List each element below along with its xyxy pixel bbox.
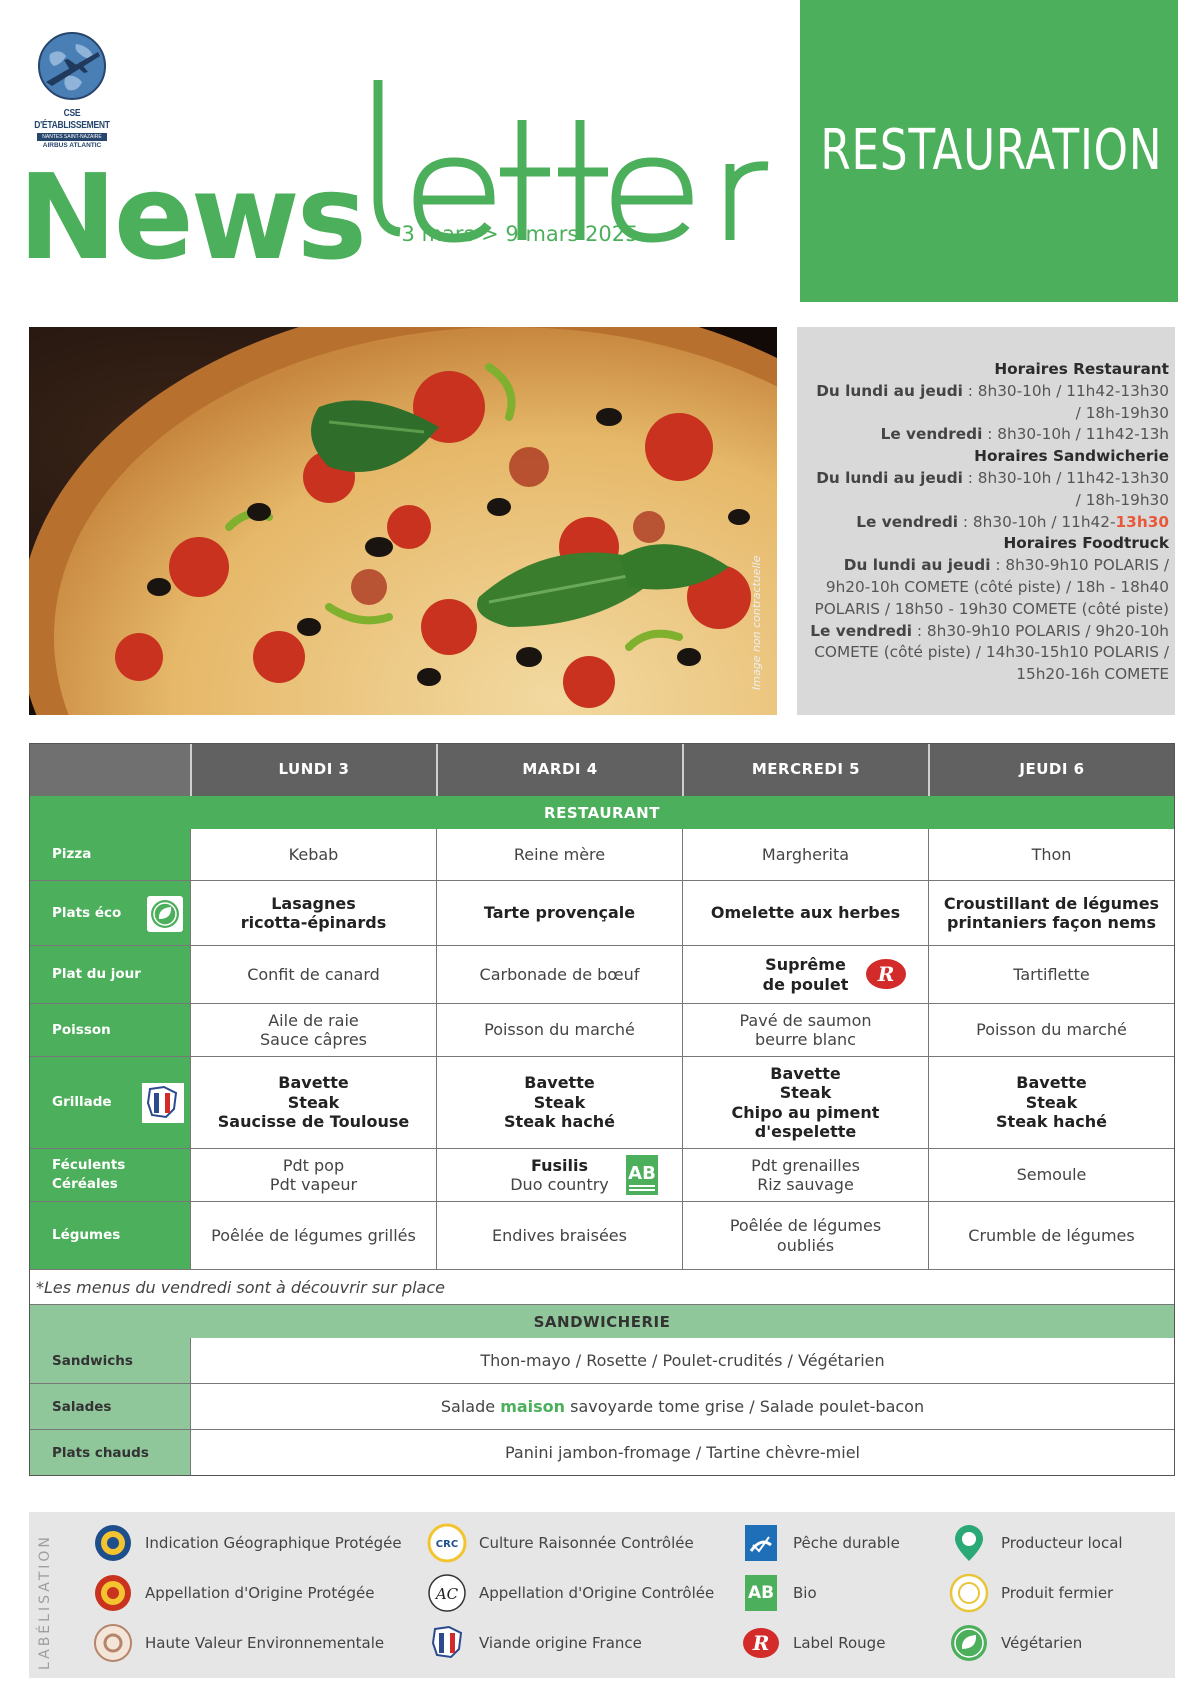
label-producteur-local: Producteur local (949, 1520, 1123, 1566)
producteur-local-icon (949, 1523, 989, 1563)
label-rouge-icon (741, 1623, 781, 1663)
svg-text:AC: AC (435, 1585, 459, 1603)
menu-cell: Tartiflette (928, 946, 1174, 1003)
menu-cell: Thon (928, 829, 1174, 880)
section-restaurant: RESTAURANT (30, 796, 1174, 829)
label-aoc: AC Appellation d'Origine Contrôlée (427, 1570, 714, 1616)
day-header-lundi: LUNDI 3 (190, 744, 436, 796)
menu-cell: Poêlée de légumes oubliés (682, 1202, 928, 1269)
menu-cell: Lasagnes ricotta-épinards (190, 881, 436, 945)
row-label: Poisson (30, 1004, 190, 1056)
day-header-mardi: MARDI 4 (436, 744, 682, 796)
viande-france-icon (427, 1623, 467, 1663)
sand-cell: Thon-mayo / Rosette / Poulet-crudités / Végétarien (190, 1338, 1174, 1383)
sand-row-plats-chauds (30, 1430, 1174, 1475)
menu-header-corner (30, 744, 190, 796)
menu-row-poisson (30, 1004, 1174, 1057)
igp-icon (93, 1523, 133, 1563)
newsletter-title-news: News (18, 148, 365, 286)
sand-row-salades (30, 1384, 1174, 1430)
globe-plane-icon (36, 30, 108, 102)
label-label-rouge: R Label Rouge (741, 1620, 885, 1666)
svg-text:AB: AB (747, 1583, 775, 1603)
msc-icon (741, 1523, 781, 1563)
label-viande-france: Viande origine France (427, 1620, 642, 1666)
row-label: Pizza (30, 829, 190, 880)
label-aop: Appellation d'Origine Protégée (93, 1570, 374, 1616)
row-label: Féculents Céréales (30, 1149, 190, 1201)
row-label: Salades (30, 1384, 190, 1429)
sand-row-sandwichs (30, 1338, 1174, 1384)
aoc-icon (427, 1573, 467, 1613)
friday-note: *Les menus du vendredi sont à découvrir sur place (30, 1270, 1174, 1305)
label-bio: AB Bio (741, 1570, 817, 1616)
row-label: Plats chauds (30, 1430, 190, 1475)
label-crc: CRC Culture Raisonnée Contrôlée (427, 1520, 694, 1566)
menu-cell: Kebab (190, 829, 436, 880)
hours-foodtruck-fri: Le vendredi : 8h30-9h10 POLARIS / 9h20-10h COMETE (côté piste) / 14h30-15h10 POLARIS / 15h20-16h COMETE (810, 621, 1169, 684)
svg-text:AB: AB (628, 1163, 656, 1184)
restauration-banner (800, 0, 1178, 302)
menu-row-pizza (30, 829, 1174, 881)
menu-cell: Bavette Steak Steak haché (928, 1057, 1174, 1148)
menu-cell: Poêlée de légumes grillés (190, 1202, 436, 1269)
menu-cell: Margherita (682, 829, 928, 880)
svg-text:R: R (877, 962, 895, 986)
ab-bio-icon (741, 1573, 781, 1613)
menu-row-plat-du-jour (30, 946, 1174, 1004)
ab-bio-icon (626, 1155, 658, 1195)
row-label: Sandwichs (30, 1338, 190, 1383)
row-label: Grillade (30, 1057, 190, 1148)
menu-table (29, 743, 1175, 1476)
menu-cell: Aile de raie Sauce câpres (190, 1004, 436, 1056)
labels-legend (29, 1512, 1175, 1678)
svg-text:R: R (752, 1631, 770, 1655)
menu-cell: Crumble de légumes (928, 1202, 1174, 1269)
vegetarien-icon (949, 1623, 989, 1663)
menu-cell: Carbonade de bœuf (436, 946, 682, 1003)
menu-row-feculents (30, 1149, 1174, 1202)
svg-text:CRC: CRC (435, 1539, 459, 1550)
hours-sandwich-mon-thu: Du lundi au jeudi : 8h30-10h / 11h42-13h30 / 18h-19h30 (816, 468, 1169, 509)
sand-cell: Panini jambon-fromage / Tartine chèvre-miel (190, 1430, 1174, 1475)
row-label: Plats éco (30, 881, 190, 945)
section-sandwicherie: SANDWICHERIE (30, 1305, 1174, 1338)
restauration-title: RESTAURATION (820, 118, 1162, 183)
menu-row-grillade (30, 1057, 1174, 1149)
cse-logo (22, 30, 122, 149)
menu-cell: Pavé de saumon beurre blanc (682, 1004, 928, 1056)
hours-foodtruck-mon-thu: Du lundi au jeudi : 8h30-9h10 POLARIS / 9h20-10h COMETE (côté piste) / 18h - 18h40 POLARIS / 18h50 - 19h30 COMETE (côté piste) (814, 556, 1169, 618)
hours-restaurant-title: Horaires Restaurant (994, 360, 1169, 378)
logo-line2: NANTES SAINT-NAZAIRE (37, 133, 107, 141)
menu-cell: Tarte provençale (436, 881, 682, 945)
pizza-photo (29, 327, 777, 715)
menu-cell: Croustillant de légumes printaniers façon nems (928, 881, 1174, 945)
logo-line3: AIRBUS ATLANTIC (42, 142, 102, 149)
menu-cell-supreme: Suprême de poulet R (682, 946, 928, 1003)
menu-cell: Semoule (928, 1149, 1174, 1201)
row-label: Plat du jour (30, 946, 190, 1003)
row-label: Légumes (30, 1202, 190, 1269)
menu-cell: Bavette Steak Saucisse de Toulouse (190, 1057, 436, 1148)
label-vegetarien: Végétarien (949, 1620, 1082, 1666)
menu-row-legumes (30, 1202, 1174, 1270)
menu-cell: Bavette Steak Steak haché (436, 1057, 682, 1148)
logo-line1: CSE D'ÉTABLISSEMENT (34, 108, 110, 131)
viande-france-icon (142, 1083, 184, 1123)
sand-cell: Salade maison savoyarde tome grise / Salade poulet-bacon (190, 1384, 1174, 1429)
label-peche-durable: Pêche durable (741, 1520, 900, 1566)
newsletter-dates: 3 mars > 9 mars 2025 (401, 222, 639, 246)
label-produit-fermier: Produit fermier (949, 1570, 1113, 1616)
label-rouge-icon (864, 957, 908, 991)
vegetarien-icon (146, 895, 184, 933)
menu-cell-fusilis: Fusilis Duo country AB (436, 1149, 682, 1201)
hours-foodtruck-title: Horaires Foodtruck (1003, 534, 1169, 553)
menu-cell: Pdt pop Pdt vapeur (190, 1149, 436, 1201)
newsletter-title-letter (340, 80, 780, 280)
menu-cell: Reine mère (436, 829, 682, 880)
menu-cell: Pdt grenailles Riz sauvage (682, 1149, 928, 1201)
menu-cell: Endives braisées (436, 1202, 682, 1269)
menu-cell: Bavette Steak Chipo au piment d'espelette (682, 1057, 928, 1148)
menu-row-plats-eco (30, 881, 1174, 946)
opening-hours-panel (797, 327, 1175, 715)
label-igp: Indication Géographique Protégée (93, 1520, 402, 1566)
hours-sandwich-title: Horaires Sandwicherie (974, 447, 1169, 466)
photo-credit: Image non contractuelle (750, 555, 763, 690)
aop-icon (93, 1573, 133, 1613)
hve-icon (93, 1623, 133, 1663)
menu-cell: Poisson du marché (928, 1004, 1174, 1056)
labels-title: LABÉLISATION (37, 1534, 53, 1670)
menu-cell: Confit de canard (190, 946, 436, 1003)
day-header-mercredi: MERCREDI 5 (682, 744, 928, 796)
produit-fermier-icon (949, 1573, 989, 1613)
day-header-jeudi: JEUDI 6 (928, 744, 1174, 796)
label-hve: Haute Valeur Environnementale (93, 1620, 384, 1666)
menu-header-row (30, 744, 1174, 796)
hours-restaurant-fri: Le vendredi : 8h30-10h / 11h42-13h (880, 425, 1169, 444)
hours-sandwich-fri: Le vendredi : 8h30-10h / 11h42-13h30 (856, 512, 1169, 531)
hours-restaurant-mon-thu: Du lundi au jeudi : 8h30-10h / 11h42-13h30 / 18h-19h30 (816, 381, 1169, 422)
crc-icon (427, 1523, 467, 1563)
menu-cell: Omelette aux herbes (682, 881, 928, 945)
menu-cell: Poisson du marché (436, 1004, 682, 1056)
